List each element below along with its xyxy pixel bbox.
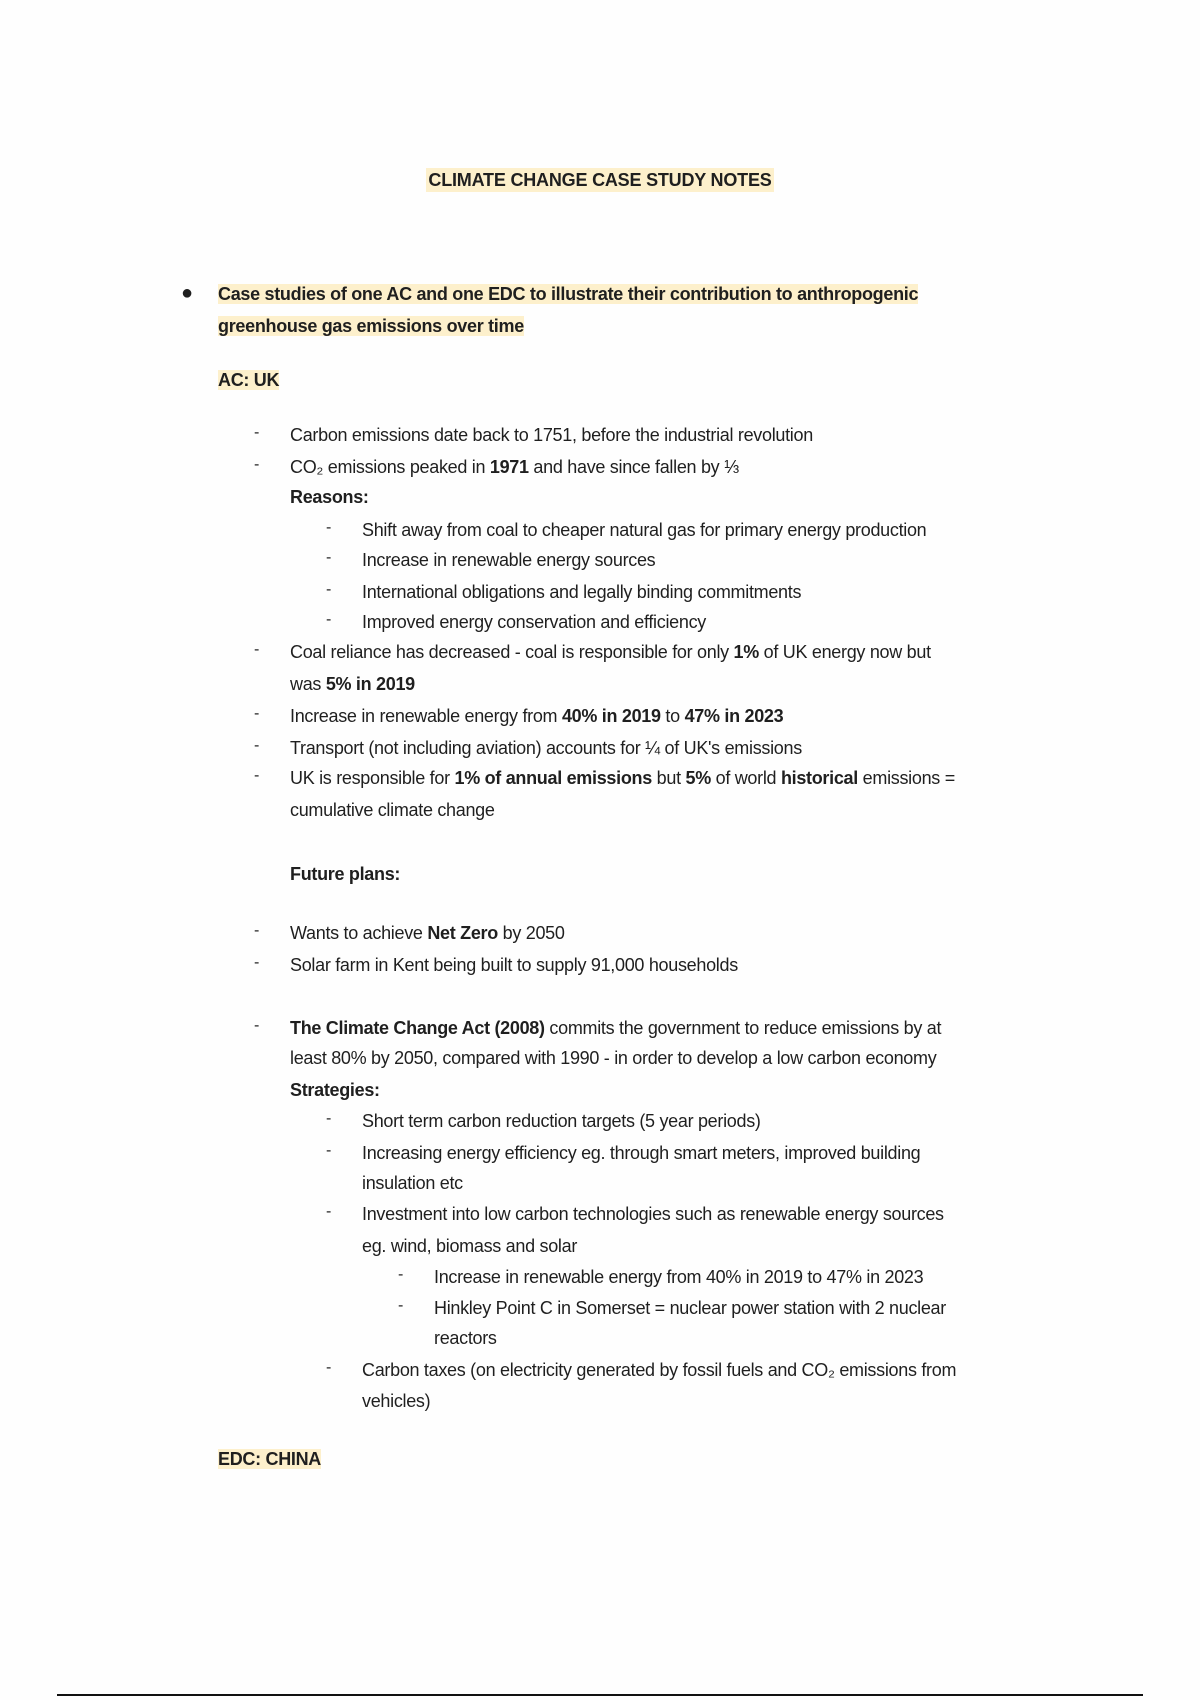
dash-icon: - [254,705,260,722]
dash-icon: - [326,1110,332,1127]
dash-icon: - [398,1297,404,1314]
section-heading-ac-uk: AC: UK [218,370,280,390]
dash-icon: - [254,641,260,658]
dash-icon: - [254,922,260,939]
future-net-zero: Wants to achieve Net Zero by 2050 [290,923,565,943]
dash-icon: - [326,581,332,598]
uk-point-coal-reliance: Coal reliance has decreased - coal is responsible for only 1% of UK energy now but [290,642,931,662]
dash-icon: - [326,611,332,628]
dash-icon: - [326,1142,332,1159]
uk-point-responsibility-cont: cumulative climate change [290,800,495,820]
strategy-item-cont: eg. wind, biomass and solar [362,1236,578,1256]
uk-point-co2-peak: CO₂ emissions peaked in 1971 and have since fallen by ⅓ [290,457,739,477]
dash-icon: - [254,954,260,971]
uk-point-coal-reliance-cont: was 5% in 2019 [290,674,415,694]
strategy-item-cont: vehicles) [362,1391,431,1411]
strategy-item-cont: insulation etc [362,1173,463,1193]
dash-icon: - [254,456,260,473]
dash-icon: - [398,1266,404,1283]
bullet-icon: ● [181,282,194,304]
section-heading-edc-china: EDC: CHINA [218,1449,321,1469]
reason-item: Shift away from coal to cheaper natural gas for primary energy production [362,520,927,540]
sub-strategy-item: Increase in renewable energy from 40% in 2019 to 47% in 2023 [434,1267,924,1287]
dash-icon: - [254,1017,260,1034]
sub-strategy-item-cont: reactors [434,1328,497,1348]
strategy-item: Investment into low carbon technologies such as renewable energy sources [362,1204,944,1224]
climate-change-act: The Climate Change Act (2008) commits the government to reduce emissions by at [290,1018,942,1038]
strategies-label: Strategies: [290,1080,380,1100]
objective-line-1: Case studies of one AC and one EDC to illustrate their contribution to anthropogenic [218,284,919,304]
reason-item: Improved energy conservation and efficiency [362,612,706,632]
dash-icon: - [254,767,260,784]
uk-point-transport: Transport (not including aviation) accounts for ¼ of UK's emissions [290,738,802,758]
dash-icon: - [326,519,332,536]
dash-icon: - [254,424,260,441]
sub-strategy-item: Hinkley Point C in Somerset = nuclear power station with 2 nuclear [434,1298,946,1318]
reason-item: Increase in renewable energy sources [362,550,656,570]
dash-icon: - [326,1359,332,1376]
objective-line-2: greenhouse gas emissions over time [218,316,524,336]
strategy-item: Increasing energy efficiency eg. through smart meters, improved building [362,1143,921,1163]
page-title: CLIMATE CHANGE CASE STUDY NOTES [428,170,772,190]
dash-icon: - [326,549,332,566]
page-bottom-rule [57,1694,1143,1696]
future-solar-farm: Solar farm in Kent being built to supply 91,000 households [290,955,738,975]
uk-point-responsibility: UK is responsible for 1% of annual emissions but 5% of world historical emissions = [290,768,955,788]
dash-icon: - [254,737,260,754]
uk-point-renewables: Increase in renewable energy from 40% in 2019 to 47% in 2023 [290,706,784,726]
uk-point-carbon-history: Carbon emissions date back to 1751, before the industrial revolution [290,425,813,445]
reasons-label: Reasons: [290,487,369,507]
reason-item: International obligations and legally binding commitments [362,582,802,602]
strategy-item: Short term carbon reduction targets (5 year periods) [362,1111,761,1131]
climate-change-act-cont: least 80% by 2050, compared with 1990 - in order to develop a low carbon economy [290,1048,937,1068]
dash-icon: - [326,1203,332,1220]
future-plans-label: Future plans: [290,864,401,884]
strategy-item: Carbon taxes (on electricity generated by fossil fuels and CO₂ emissions from [362,1360,957,1380]
